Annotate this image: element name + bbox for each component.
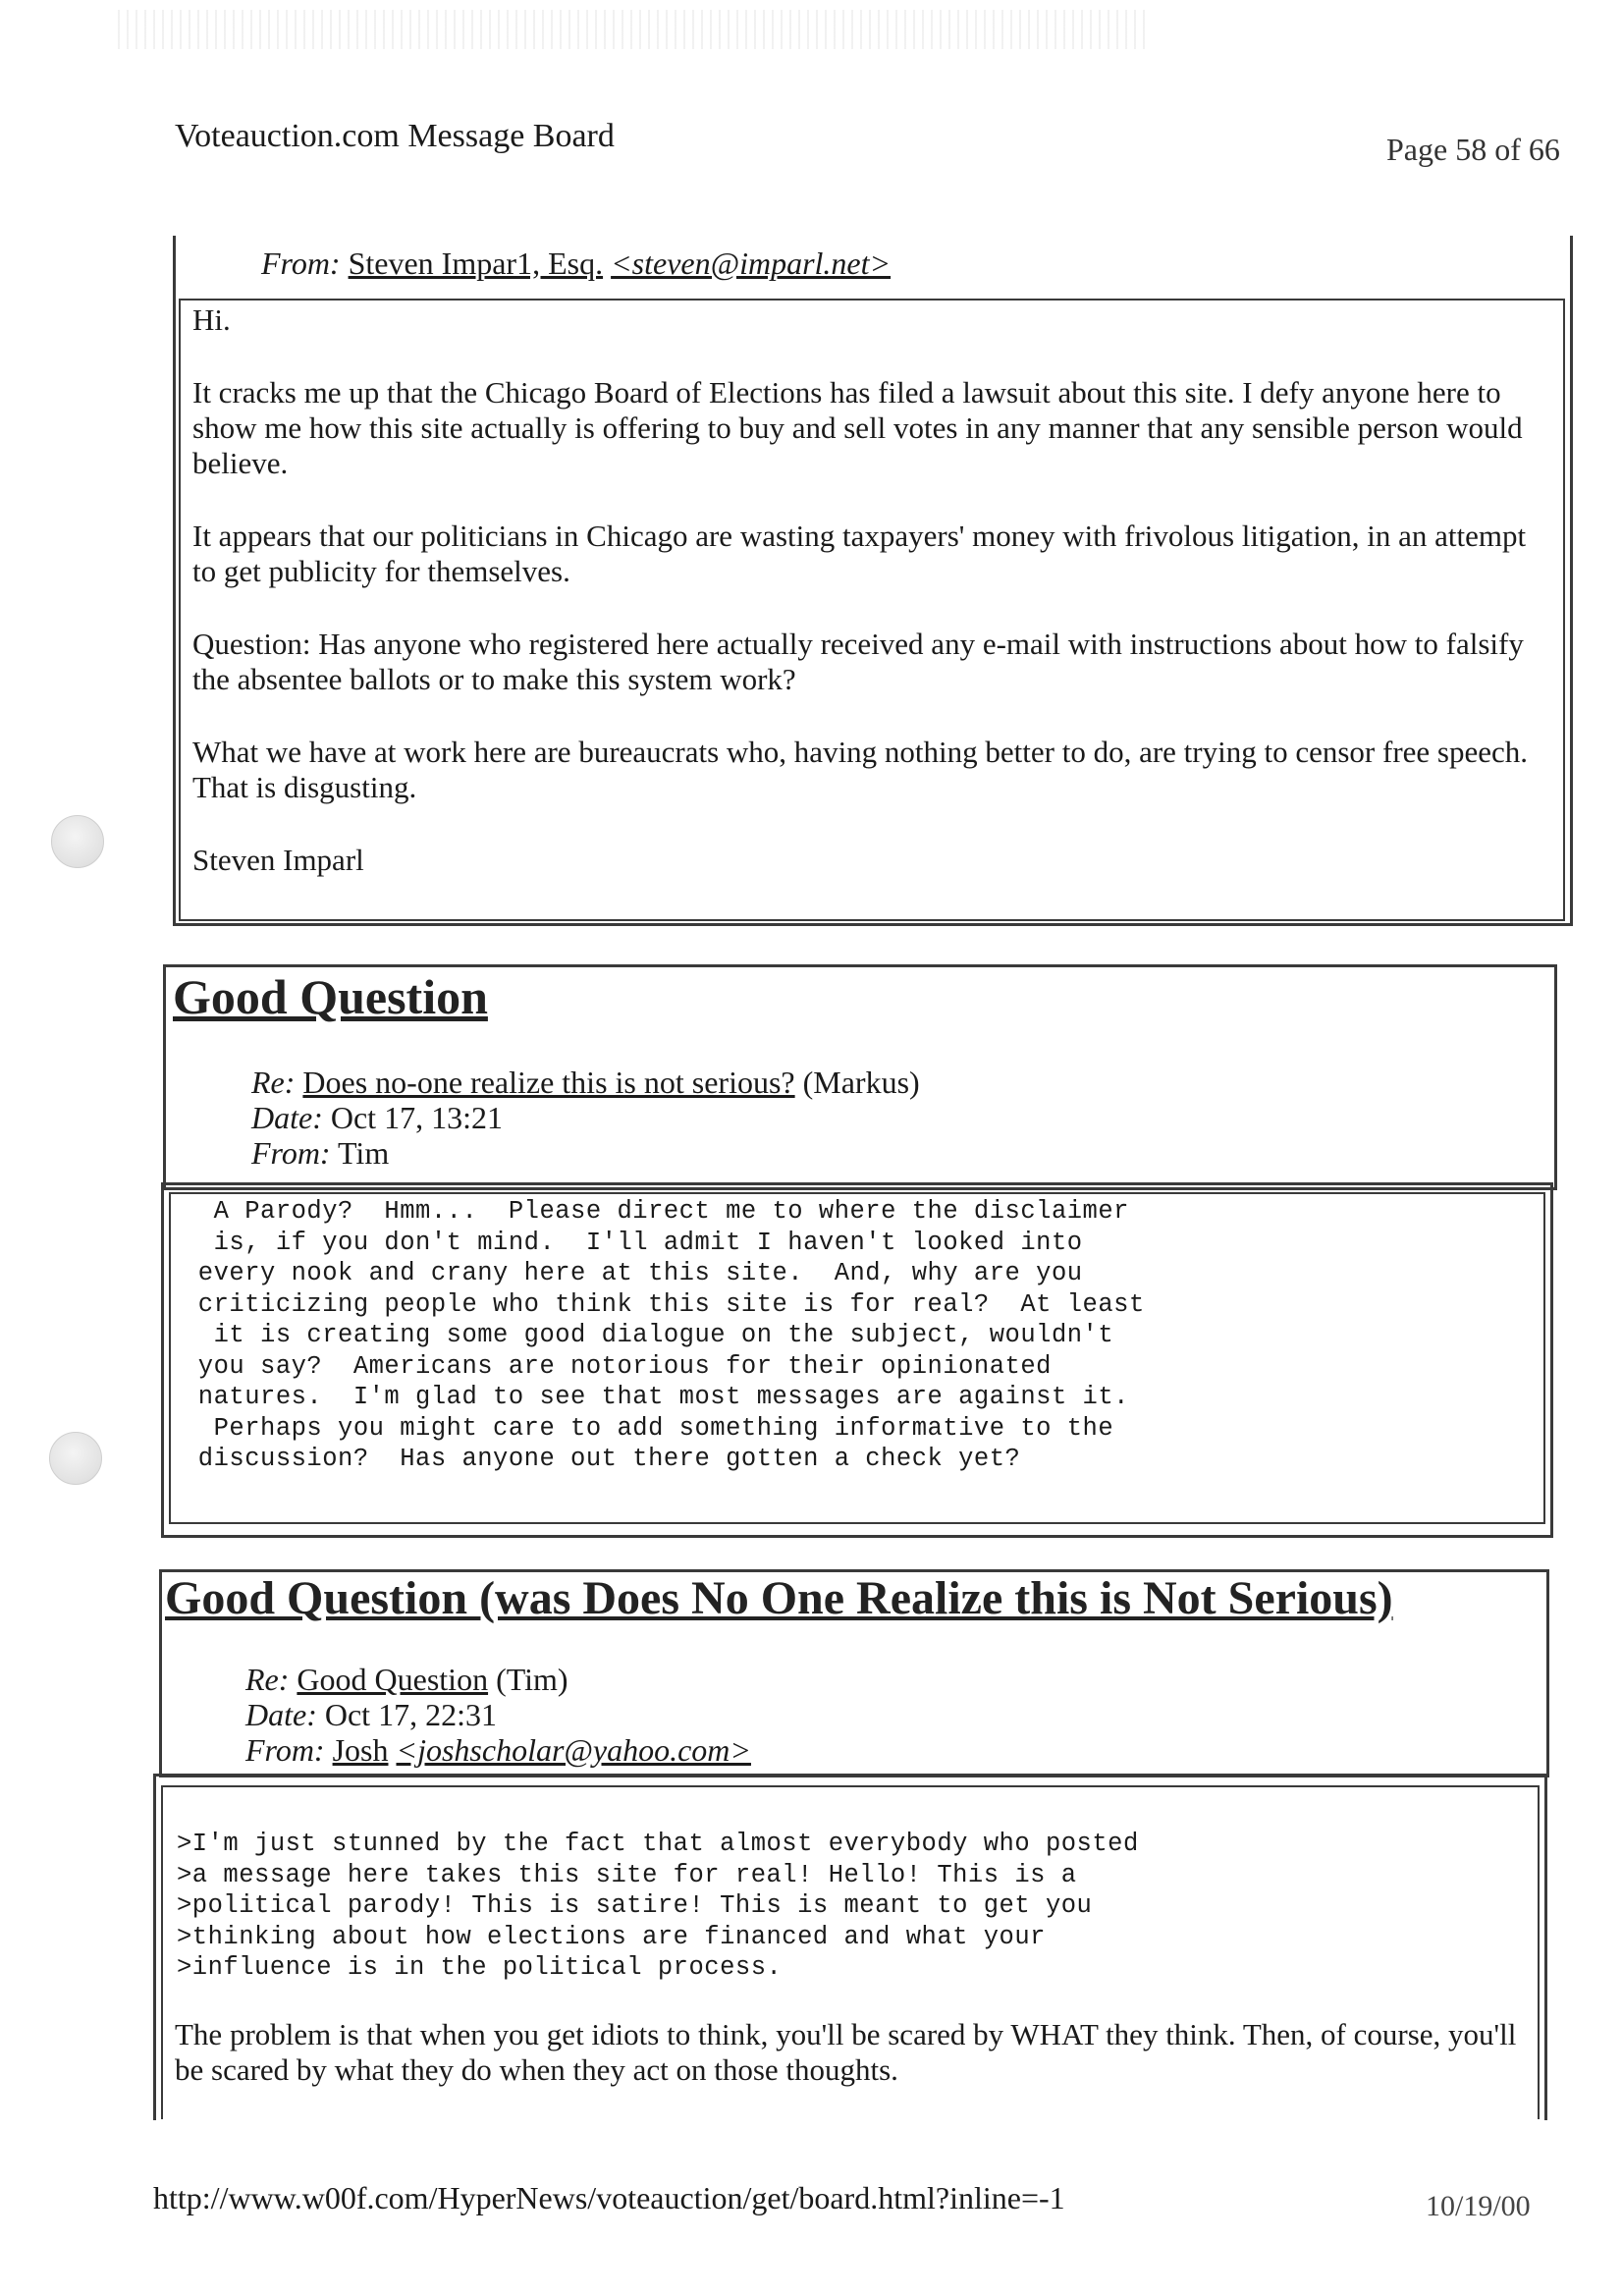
- scan-artifact: [118, 10, 1149, 49]
- post-paragraph: The problem is that when you get idiots to think, you'll be scared by WHAT they think. Then, of course, you'll be scared by what they do when they act on those thoughts.: [175, 2017, 1517, 2087]
- post-reply-to: [245, 1662, 568, 1697]
- post-body: A Parody? Hmm... Please direct me to where the disclaimer is, if you don't mind. I'll admit I haven't looked into every nook and crany here at this site. And, why are you criticizing people who think this site is for real? At least it is creating some good dialogue on the subject, wouldn't you say? Americans are notorious for their opinionated natures. I'm glad to see that most messages are against it. Perhaps you might care to add something informative to the discussion? Has anyone out there gotten a check yet?: [197, 1197, 1145, 1473]
- re-label: Re:: [251, 1065, 296, 1100]
- post-from: [251, 1135, 389, 1171]
- author-name: Tim: [338, 1135, 390, 1171]
- reply-to-link[interactable]: Good Question: [297, 1662, 489, 1697]
- post-body: [192, 302, 1543, 915]
- quoted-text: >I'm just stunned by the fact that almost everybody who posted >a message here takes this site for real! Hello! This is a >political parody! This is satire! This is meant to get you >thinking about how elections are financed and what your >influence is in the political process.: [177, 1830, 1139, 1982]
- page-indicator: Page 58 of 66: [1386, 132, 1560, 167]
- post-reply-to: [251, 1065, 920, 1100]
- paragraph: It appears that our politicians in Chicago are wasting taxpayers' money with frivolous litigation, in an attempt to get publicity for themselves.: [192, 519, 1527, 588]
- punch-hole: [49, 1432, 102, 1485]
- footer-url: http://www.w00f.com/HyperNews/voteauction/get/board.html?inline=-1: [153, 2180, 1065, 2215]
- paragraph: Hi.: [192, 302, 231, 337]
- email-link[interactable]: <joshscholar@yahoo.com>: [396, 1732, 751, 1768]
- reply-to-author: (Tim): [496, 1662, 568, 1697]
- date-label: Date:: [245, 1697, 317, 1732]
- from-label: From:: [261, 246, 341, 281]
- signature: Steven Imparl: [192, 843, 364, 877]
- date-value: Oct 17, 13:21: [330, 1100, 503, 1135]
- post-from: [261, 246, 891, 281]
- post-from: [245, 1732, 751, 1768]
- post-title: Good Question (was Does No One Realize this is Not Serious): [165, 1572, 1393, 1624]
- reply-to-link[interactable]: Does no-one realize this is not serious?: [302, 1065, 795, 1100]
- footer-date: 10/19/00: [1426, 2190, 1531, 2222]
- paragraph: Question: Has anyone who registered here actually received any e-mail with instructions about how to falsify the absentee ballots or to make this system work?: [192, 627, 1524, 696]
- author-link[interactable]: Josh: [332, 1732, 389, 1768]
- paragraph: What we have at work here are bureaucrats who, having nothing better to do, are trying to censor free speech. That is disgusting.: [192, 735, 1529, 804]
- from-label: From:: [251, 1135, 331, 1171]
- paragraph: It cracks me up that the Chicago Board of Elections has filed a lawsuit about this site. I defy anyone here to show me how this site actually is offering to buy and sell votes in any manner that any sensible person would believe.: [192, 375, 1523, 480]
- email-link[interactable]: <steven@imparl.net>: [611, 246, 892, 281]
- from-label: From:: [245, 1732, 325, 1768]
- post-date: [245, 1697, 497, 1732]
- date-label: Date:: [251, 1100, 323, 1135]
- reply-to-author: (Markus): [802, 1065, 920, 1100]
- author-link[interactable]: Steven Impar1, Esq.: [348, 246, 604, 281]
- site-title: Voteauction.com Message Board: [175, 118, 615, 154]
- date-value: Oct 17, 22:31: [324, 1697, 497, 1732]
- post-title: Good Question: [173, 969, 488, 1024]
- re-label: Re:: [245, 1662, 290, 1697]
- post-date: [251, 1100, 503, 1135]
- punch-hole: [51, 815, 104, 868]
